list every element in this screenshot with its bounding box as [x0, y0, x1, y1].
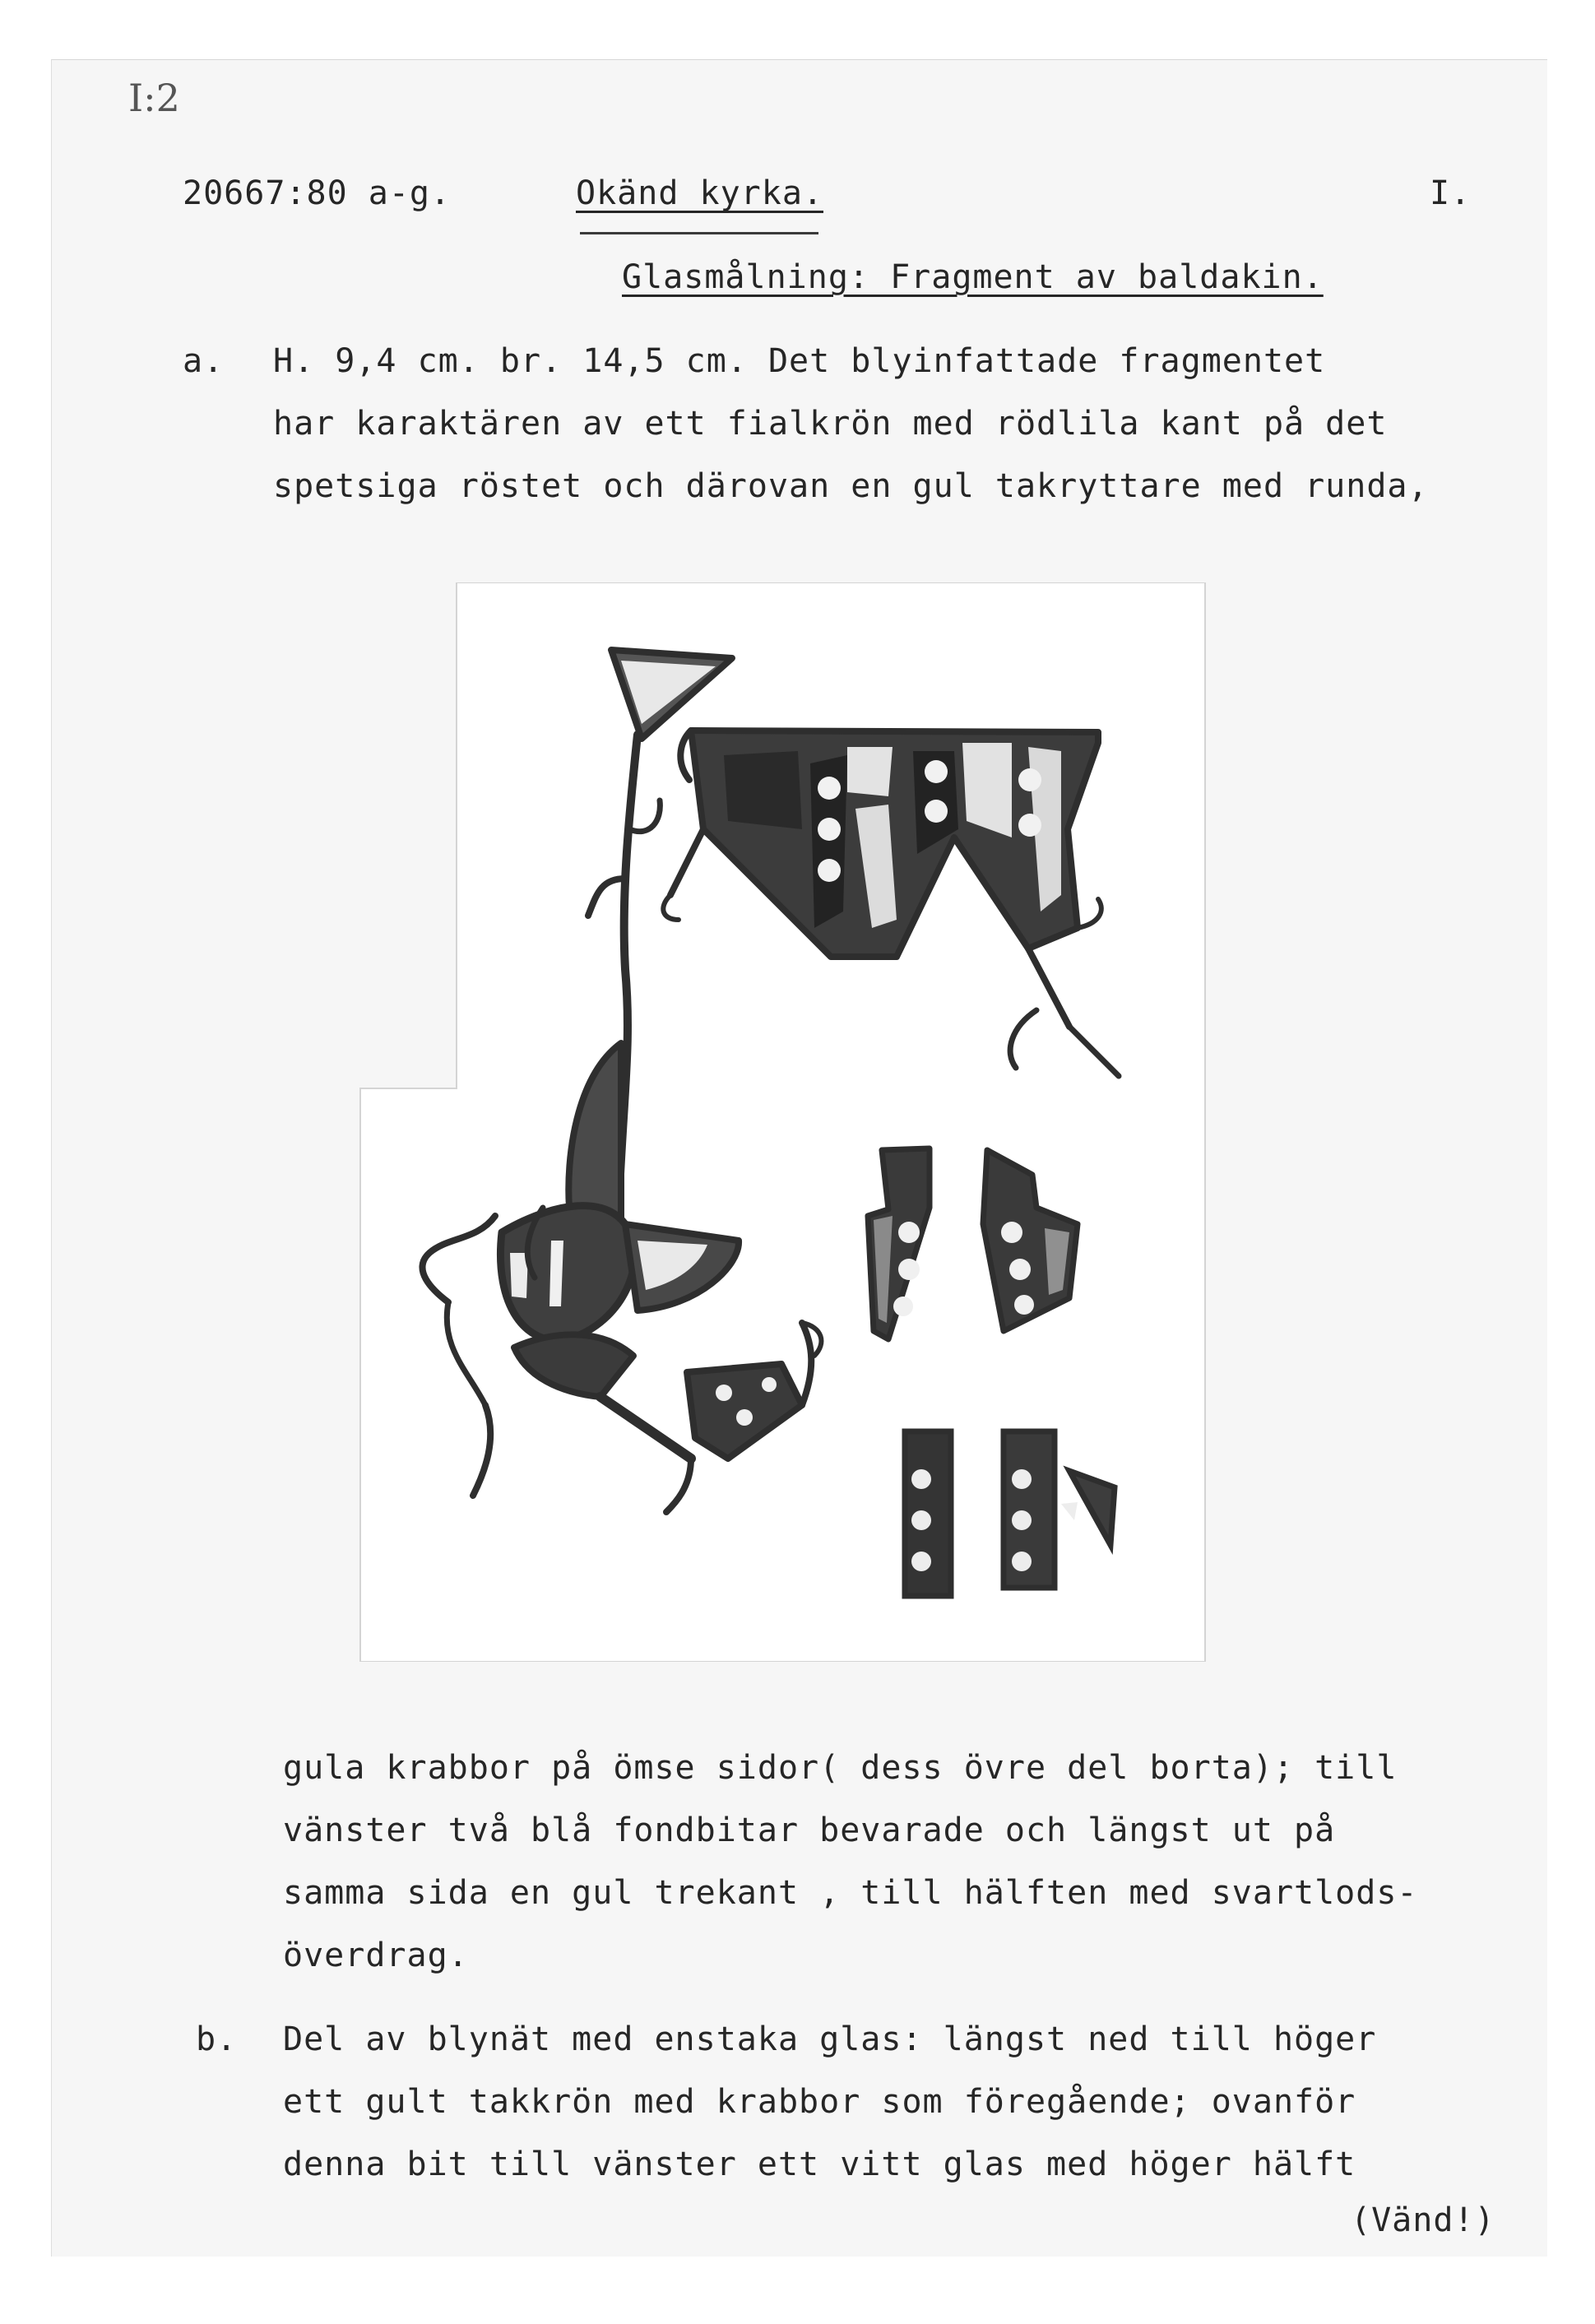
entry-b-marker: b.: [196, 2020, 238, 2058]
entry-a-line-2: har karaktären av ett fialkrön med rödlila kant på det: [273, 405, 1388, 443]
entry-a-line-3: spetsiga röstet och därovan en gul takryttare med runda,: [273, 467, 1429, 505]
entry-a-marker: a.: [183, 342, 225, 380]
entry-b-line-3: denna bit till vänster ett vitt glas med höger hälft: [283, 2145, 1356, 2183]
sheet-number: I.: [1430, 174, 1472, 212]
entry-a-line-1: H. 9,4 cm. br. 14,5 cm. Det blyinfattade fragmentet: [273, 342, 1326, 380]
entry-a-continuation-2: vänster två blå fondbitar bevarade och längst ut på: [283, 1811, 1336, 1849]
entry-a-continuation-3: samma sida en gul trekant , till hälften med svartlods-: [283, 1874, 1418, 1912]
church-name: Okänd kyrka.: [576, 174, 823, 212]
entry-a-continuation-4: överdrag.: [283, 1937, 469, 1974]
subject-title: Glasmålning: Fragment av baldakin.: [622, 258, 1324, 296]
church-double-rule: [580, 232, 818, 234]
entry-b-line-2: ett gult takkrön med krabbor som föregående; ovanför: [283, 2083, 1356, 2121]
entry-a-continuation-1: gula krabbor på ömse sidor( dess övre del borta); till: [283, 1749, 1398, 1787]
corner-mark: I:2: [128, 76, 180, 120]
turn-over-note: (Vänd!): [1351, 2201, 1495, 2239]
catalog-number: 20667:80 a-g.: [183, 174, 452, 212]
entry-b-line-1: Del av blynät med enstaka glas: längst ned till höger: [283, 2020, 1377, 2058]
fragment-photograph: [354, 582, 1209, 1662]
